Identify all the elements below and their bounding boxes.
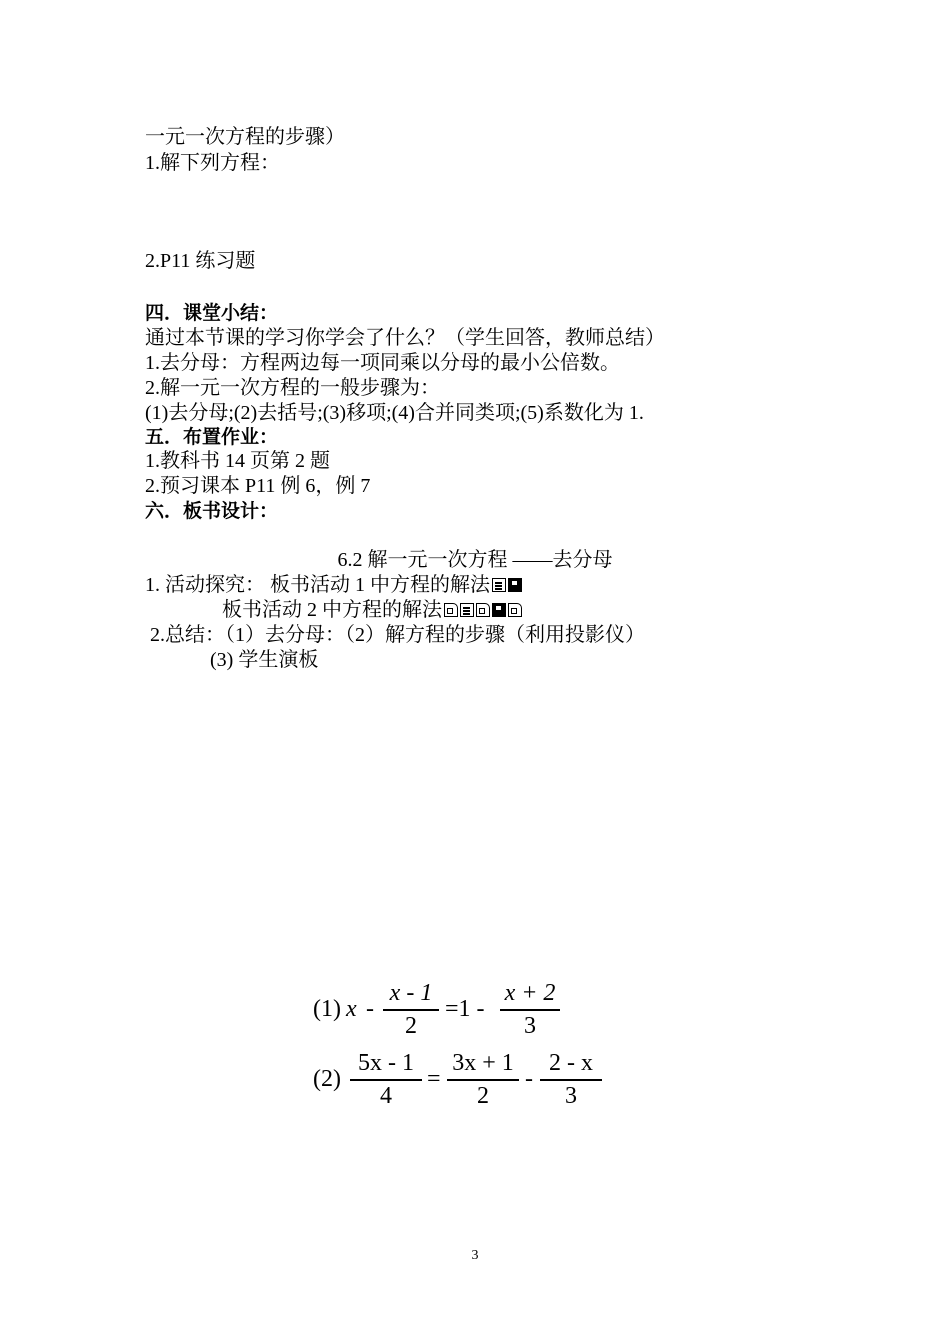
- fraction-denominator: 2: [405, 1012, 417, 1039]
- text-line: 一元一次方程的步骤）: [145, 126, 345, 148]
- fraction-denominator: 3: [565, 1082, 577, 1109]
- equation-operator: -: [519, 1066, 539, 1092]
- fraction-numerator: x + 2: [504, 980, 556, 1006]
- board-line: (3) 学生演板: [210, 649, 319, 671]
- text-line: 1.解下列方程：: [145, 152, 280, 174]
- board-line: [222, 597, 522, 623]
- fraction-bar: [500, 1009, 560, 1011]
- equation-operator: =1 -: [445, 996, 491, 1022]
- section-heading: 六．板书设计：: [145, 500, 279, 522]
- fraction-numerator: 5x - 1: [358, 1050, 414, 1076]
- fraction-denominator: 3: [524, 1012, 536, 1039]
- fraction-bar: [350, 1079, 422, 1081]
- fraction-numerator: x - 1: [389, 980, 433, 1006]
- save-icon: [492, 603, 506, 617]
- page-number: 3: [471, 1248, 479, 1263]
- board-line: [145, 572, 522, 598]
- text-line: 1.教科书 14 页第 2 题: [145, 450, 330, 472]
- text-line: 2.预习课本 P11 例 6，例 7: [145, 475, 371, 497]
- fraction-numerator: 2 - x: [549, 1050, 593, 1076]
- fraction-bar: [447, 1079, 519, 1081]
- fraction: [540, 1050, 602, 1110]
- text-line: 通过本节课的学习你学会了什么？（学生回答，教师总结）: [145, 327, 665, 349]
- board-title: 6.2 解一元一次方程 ——去分母: [337, 549, 613, 571]
- fraction: [500, 980, 560, 1040]
- board-line: 2.总结：（1）去分母：（2）解方程的步骤（利用投影仪）: [150, 624, 645, 646]
- equation-label: (1): [313, 996, 341, 1022]
- document-icon: [492, 578, 506, 592]
- board-line-text: 板书活动 2 中方程的解法: [222, 599, 442, 621]
- document-icon: [460, 603, 474, 617]
- fraction: [350, 1050, 422, 1110]
- fraction: [447, 1050, 519, 1110]
- window-icon: [508, 603, 522, 617]
- fraction-denominator: 4: [380, 1082, 392, 1109]
- equation-operator: -: [360, 996, 380, 1022]
- text-line: 2.P11 练习题: [145, 250, 256, 272]
- equation-variable: x: [346, 996, 357, 1022]
- text-line: (1)去分母;(2)去括号;(3)移项;(4)合并同类项;(5)系数化为 1.: [145, 402, 644, 424]
- section-heading: 五．布置作业：: [145, 426, 279, 448]
- fraction-bar: [383, 1009, 439, 1011]
- section-heading: 四．课堂小结：: [145, 302, 279, 324]
- fraction: [383, 980, 439, 1040]
- fraction-bar: [540, 1079, 602, 1081]
- equation-label: (2): [313, 1066, 341, 1092]
- text-line: 1.去分母：方程两边每一项同乘以分母的最小公倍数。: [145, 352, 620, 374]
- window-icon: [476, 603, 490, 617]
- fraction-numerator: 3x + 1: [452, 1050, 514, 1076]
- text-line: 2.解一元一次方程的一般步骤为：: [145, 377, 440, 399]
- fraction-denominator: 2: [477, 1082, 489, 1109]
- save-icon: [508, 578, 522, 592]
- board-line-text: 1. 活动探究： 板书活动 1 中方程的解法: [145, 574, 490, 596]
- window-icon: [444, 603, 458, 617]
- equation-operator: =: [427, 1066, 441, 1092]
